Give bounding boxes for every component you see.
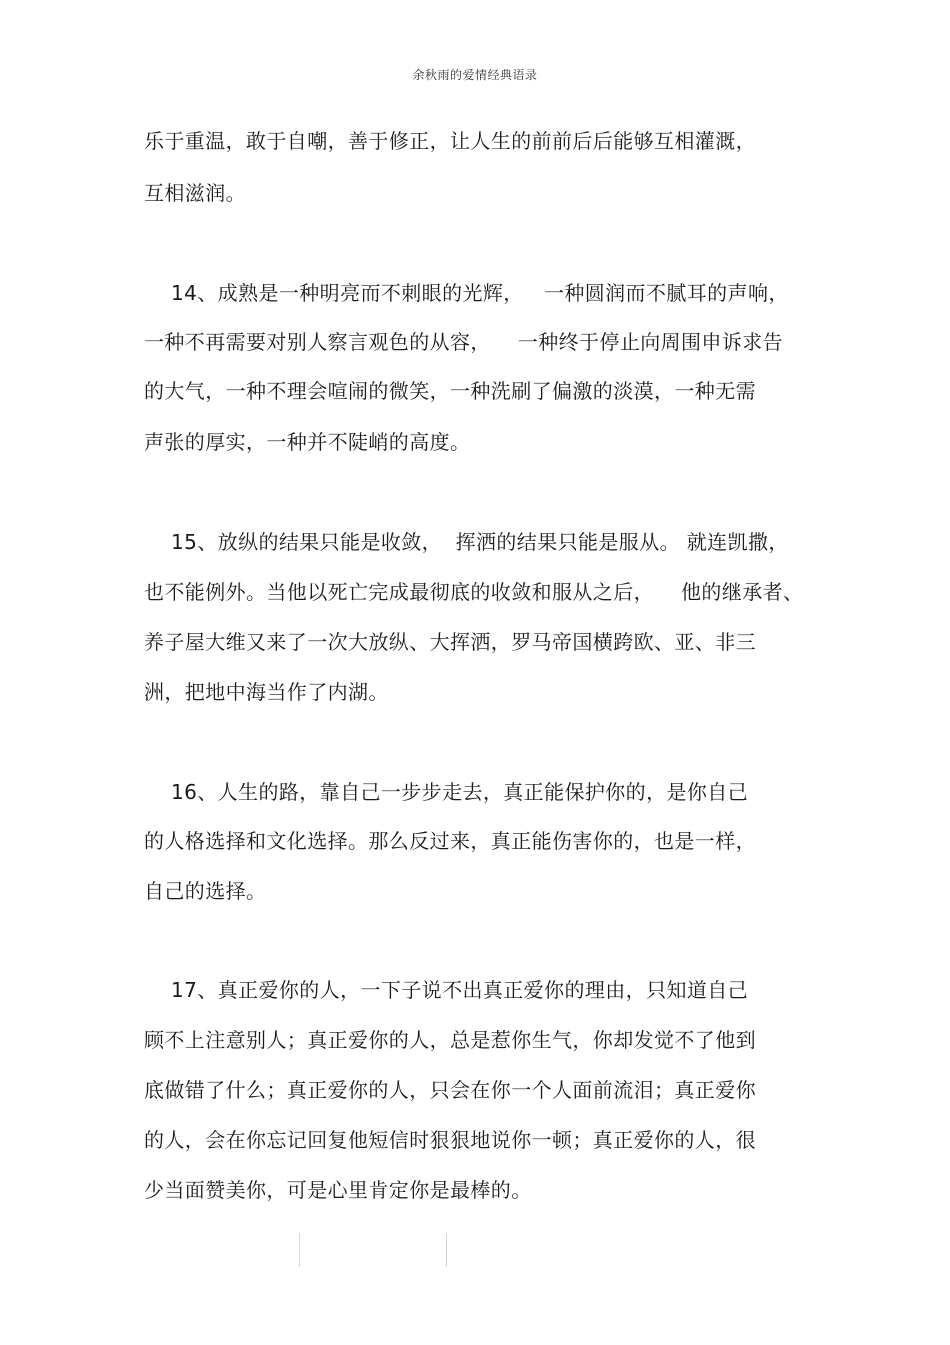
text-line: 乐于重温，敢于自嘲，善于修正，让人生的前前后后能够互相灌溉， <box>144 129 756 153</box>
text-line: 互相滋润。 <box>144 181 246 205</box>
text-line: 14、成熟是一种明亮而不刺眼的光辉， 一种圆润而不腻耳的声响， <box>144 281 789 305</box>
text-line: 少当面赞美你，可是心里肯定你是最棒的。 <box>144 1178 532 1202</box>
text-line: 声张的厚实，一种并不陡峭的高度。 <box>144 430 471 454</box>
text-line: 洲，把地中海当作了内湖。 <box>144 680 389 704</box>
page-header-title: 余秋雨的爱情经典语录 <box>412 68 538 82</box>
text-line: 也不能例外。当他以死亡完成最彻底的收敛和服从之后， 他的继承者、 <box>144 580 804 604</box>
text-line: 16、人生的路，靠自己一步步走去，真正能保护你的，是你自己 <box>144 780 749 804</box>
text-line: 底做错了什么；真正爱你的人，只会在你一个人面前流泪；真正爱你 <box>144 1078 756 1102</box>
text-line: 的人格选择和文化选择。那么反过来，真正能伤害你的，也是一样， <box>144 829 756 853</box>
text-line: 15、放纵的结果只能是收敛， 挥洒的结果只能是服从。 就连凯撒， <box>144 530 789 554</box>
text-line: 顾不上注意别人；真正爱你的人，总是惹你生气，你却发觉不了他到 <box>144 1028 756 1052</box>
text-line: 17、真正爱你的人，一下子说不出真正爱你的理由，只知道自己 <box>144 978 749 1002</box>
divider-line <box>446 1233 447 1267</box>
divider-line <box>299 1233 300 1267</box>
text-line: 养子屋大维又来了一次大放纵、大挥洒，罗马帝国横跨欧、亚、非三 <box>144 630 756 654</box>
text-line: 的人，会在你忘记回复他短信时狠狠地说你一顿；真正爱你的人，很 <box>144 1128 756 1152</box>
text-line: 自己的选择。 <box>144 879 267 903</box>
text-line: 一种不再需要对别人察言观色的从容， 一种终于停止向周围申诉求告 <box>144 330 784 354</box>
text-line: 的大气，一种不理会喧闹的微笑，一种洗刷了偏激的淡漠，一种无需 <box>144 379 756 403</box>
